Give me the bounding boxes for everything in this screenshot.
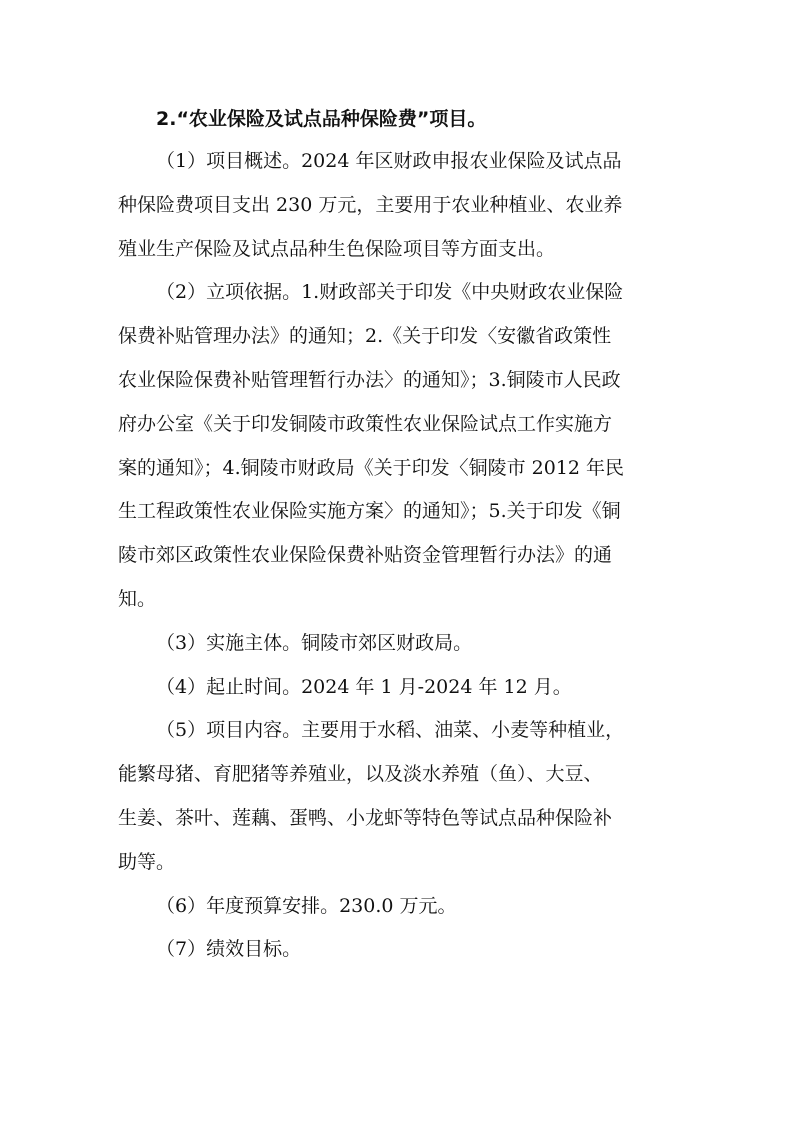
paragraph-content	[118, 709, 678, 884]
paragraph-line: 农业保险保费补贴管理暂行办法〉的通知》；3.铜陵市人民政	[118, 368, 621, 391]
paragraph-line: 生姜、茶叶、莲藕、蛋鸭、小龙虾等特色等试点品种保险补	[118, 806, 613, 829]
paragraph-line: （1）项目概述。2024 年区财政申报农业保险及试点品	[156, 150, 622, 172]
paragraph-basis	[118, 271, 678, 621]
paragraph-line: 能繁母猪、育肥猪等养殖业，以及淡水养殖（鱼）、大豆、	[118, 763, 603, 786]
document-body	[118, 98, 678, 972]
paragraph-line: 案的通知》；4.铜陵市财政局《关于印发〈铜陵市 2012 年民	[118, 456, 625, 479]
paragraph-line: （2）立项依据。1.财政部关于印发《中央财政农业保险	[156, 281, 624, 304]
paragraph-line: 种保险费项目支出 230 万元，主要用于农业种植业、农业养	[118, 193, 623, 216]
paragraph-line: （3）实施主体。铜陵市郊区财政局。	[156, 631, 473, 654]
paragraph-line: 生工程政策性农业保险实施方案〉的通知》；5.关于印发《铜	[118, 500, 621, 523]
paragraph-line: 助等。	[118, 850, 176, 873]
paragraph-goals	[118, 928, 678, 972]
paragraph-line: （5）项目内容。主要用于水稻、油菜、小麦等种植业，	[156, 719, 625, 742]
paragraph-line: （6）年度预算安排。230.0 万元。	[156, 894, 457, 917]
paragraph-line: 知。	[118, 587, 157, 610]
paragraph-overview	[118, 140, 678, 271]
paragraph-budget	[118, 885, 678, 929]
paragraph-line: （7）绩效目标。	[156, 938, 302, 961]
paragraph-implementer	[118, 622, 678, 666]
paragraph-line: （4）起止时间。2024 年 1 月-2024 年 12 月。	[156, 675, 572, 698]
section-heading: 2.“农业保险及试点品种保险费”项目。	[156, 108, 487, 130]
paragraph-line: 保费补贴管理办法》的通知；2.《关于印发〈安徽省政策性	[118, 325, 612, 348]
paragraph-line: 殖业生产保险及试点品种生色保险项目等方面支出。	[118, 237, 556, 260]
paragraph-line: 陵市郊区政策性农业保险保费补贴资金管理暂行办法》的通	[118, 544, 613, 567]
paragraph-period	[118, 666, 678, 710]
paragraph-line: 府办公室《关于印发铜陵市政策性农业保险试点工作实施方	[118, 412, 613, 435]
